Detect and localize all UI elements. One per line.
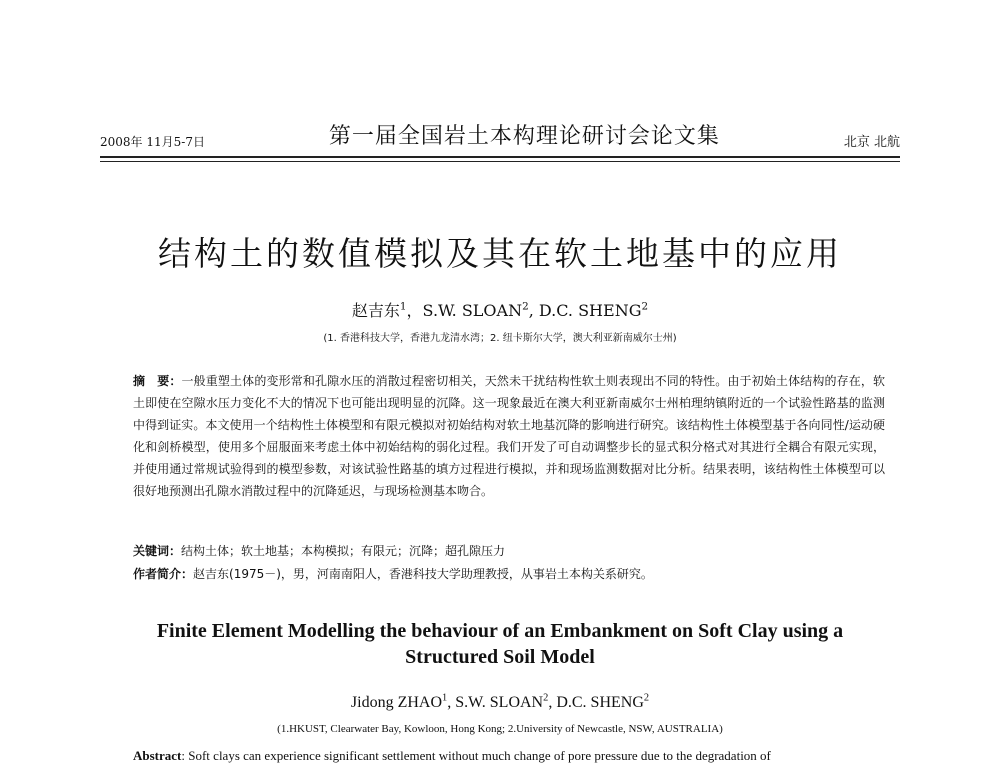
abstract-text: : Soft clays can experience significant settlement without much change of pore pressure due to the degradation of: [181, 748, 771, 763]
english-authors: [100, 694, 900, 712]
abstract-label: 摘 要：: [133, 374, 182, 388]
author-affil-mark: 2: [543, 692, 549, 704]
running-header: [100, 120, 900, 150]
header-rule-thick: [100, 156, 900, 158]
author-affil-mark: 1: [442, 692, 448, 704]
english-affiliation: (1.HKUST, Clearwater Bay, Kowloon, Hong Kong; 2.University of Newcastle, NSW, AUSTRALIA): [277, 723, 723, 735]
abstract-text: 一般重塑土体的变形常和孔隙水压的消散过程密切相关，天然未干扰结构性软土则表现出不同的特性。由于初始土体结构的存在，软土即使在空隙水压力变化不大的情况下也可能出现明显的沉降。这一现象最近在澳大利亚新南威尔士州柏理纳镇附近的一个试验性路基的监测中得到证实。本文使用一个结构性土体模型和有限元模拟对初始结构对软土地基沉降的影响进行研究。该结构性土体模型基于各向同性/运动硬化和剑桥模型，使用多个屈服面来考虑土体中初始结构的弱化过程。我们开发了可自动调整步长的显式积分格式对其进行全耦合有限元实现，并使用通过常规试验得到的模型参数，对该试验性路基的填方过程进行模拟，并和现场监测数据对比分析。结果表明，该结构性土体模型可以很好地预测出孔隙水消散过程中的沉降延迟，与现场检测基本吻合。: [133, 374, 885, 498]
english-abstract: [133, 748, 885, 764]
abstract-label: Abstract: [133, 748, 182, 763]
chinese-keywords: [133, 542, 885, 559]
keywords-text: 结构土体；软土地基；本构模拟；有限元；沉降；超孔隙压力: [181, 544, 506, 558]
author-name: 赵吉东: [351, 301, 400, 320]
author-name: , D.C. SHENG: [548, 694, 644, 711]
chinese-title: 结构土的数值模拟及其在软土地基中的应用: [158, 234, 842, 273]
english-title-line: Finite Element Modelling the behaviour of an Embankment on Soft Clay using a: [156, 620, 844, 642]
english-title: [80, 618, 920, 670]
keywords-label: 关键词：: [133, 544, 182, 558]
author-name: S.W. SLOAN: [422, 301, 523, 320]
english-title-line: Structured Soil Model: [405, 646, 595, 668]
header-rule-thin: [100, 161, 900, 162]
header-location: 北京 北航: [843, 135, 900, 150]
author-affil-mark: 1: [399, 300, 407, 313]
chinese-abstract: [133, 370, 885, 502]
header-conference-title: 第一届全国岩土本构理论研讨会论文集: [328, 124, 720, 149]
author-name: , S.W. SLOAN: [447, 694, 544, 711]
chinese-authors: [100, 298, 900, 321]
author-separator: ，: [406, 301, 423, 320]
author-affil-mark: 2: [641, 300, 649, 313]
author-affil-mark: 2: [522, 300, 529, 313]
bio-text: 赵吉东(1975－)，男，河南南阳人，香港科技大学助理教授，从事岩土本构关系研究。: [193, 567, 653, 581]
chinese-affiliation: (1. 香港科技大学，香港九龙清水湾；2. 纽卡斯尔大学，澳大利亚新南威尔士州): [323, 333, 677, 344]
author-name: , D.C. SHENG: [528, 301, 642, 320]
author-affil-mark: 2: [643, 692, 650, 704]
author-bio: [133, 565, 885, 582]
header-date: 2008年 11月5-7日: [100, 135, 205, 149]
author-name: Jidong ZHAO: [350, 694, 443, 711]
bio-label: 作者简介：: [133, 567, 194, 581]
